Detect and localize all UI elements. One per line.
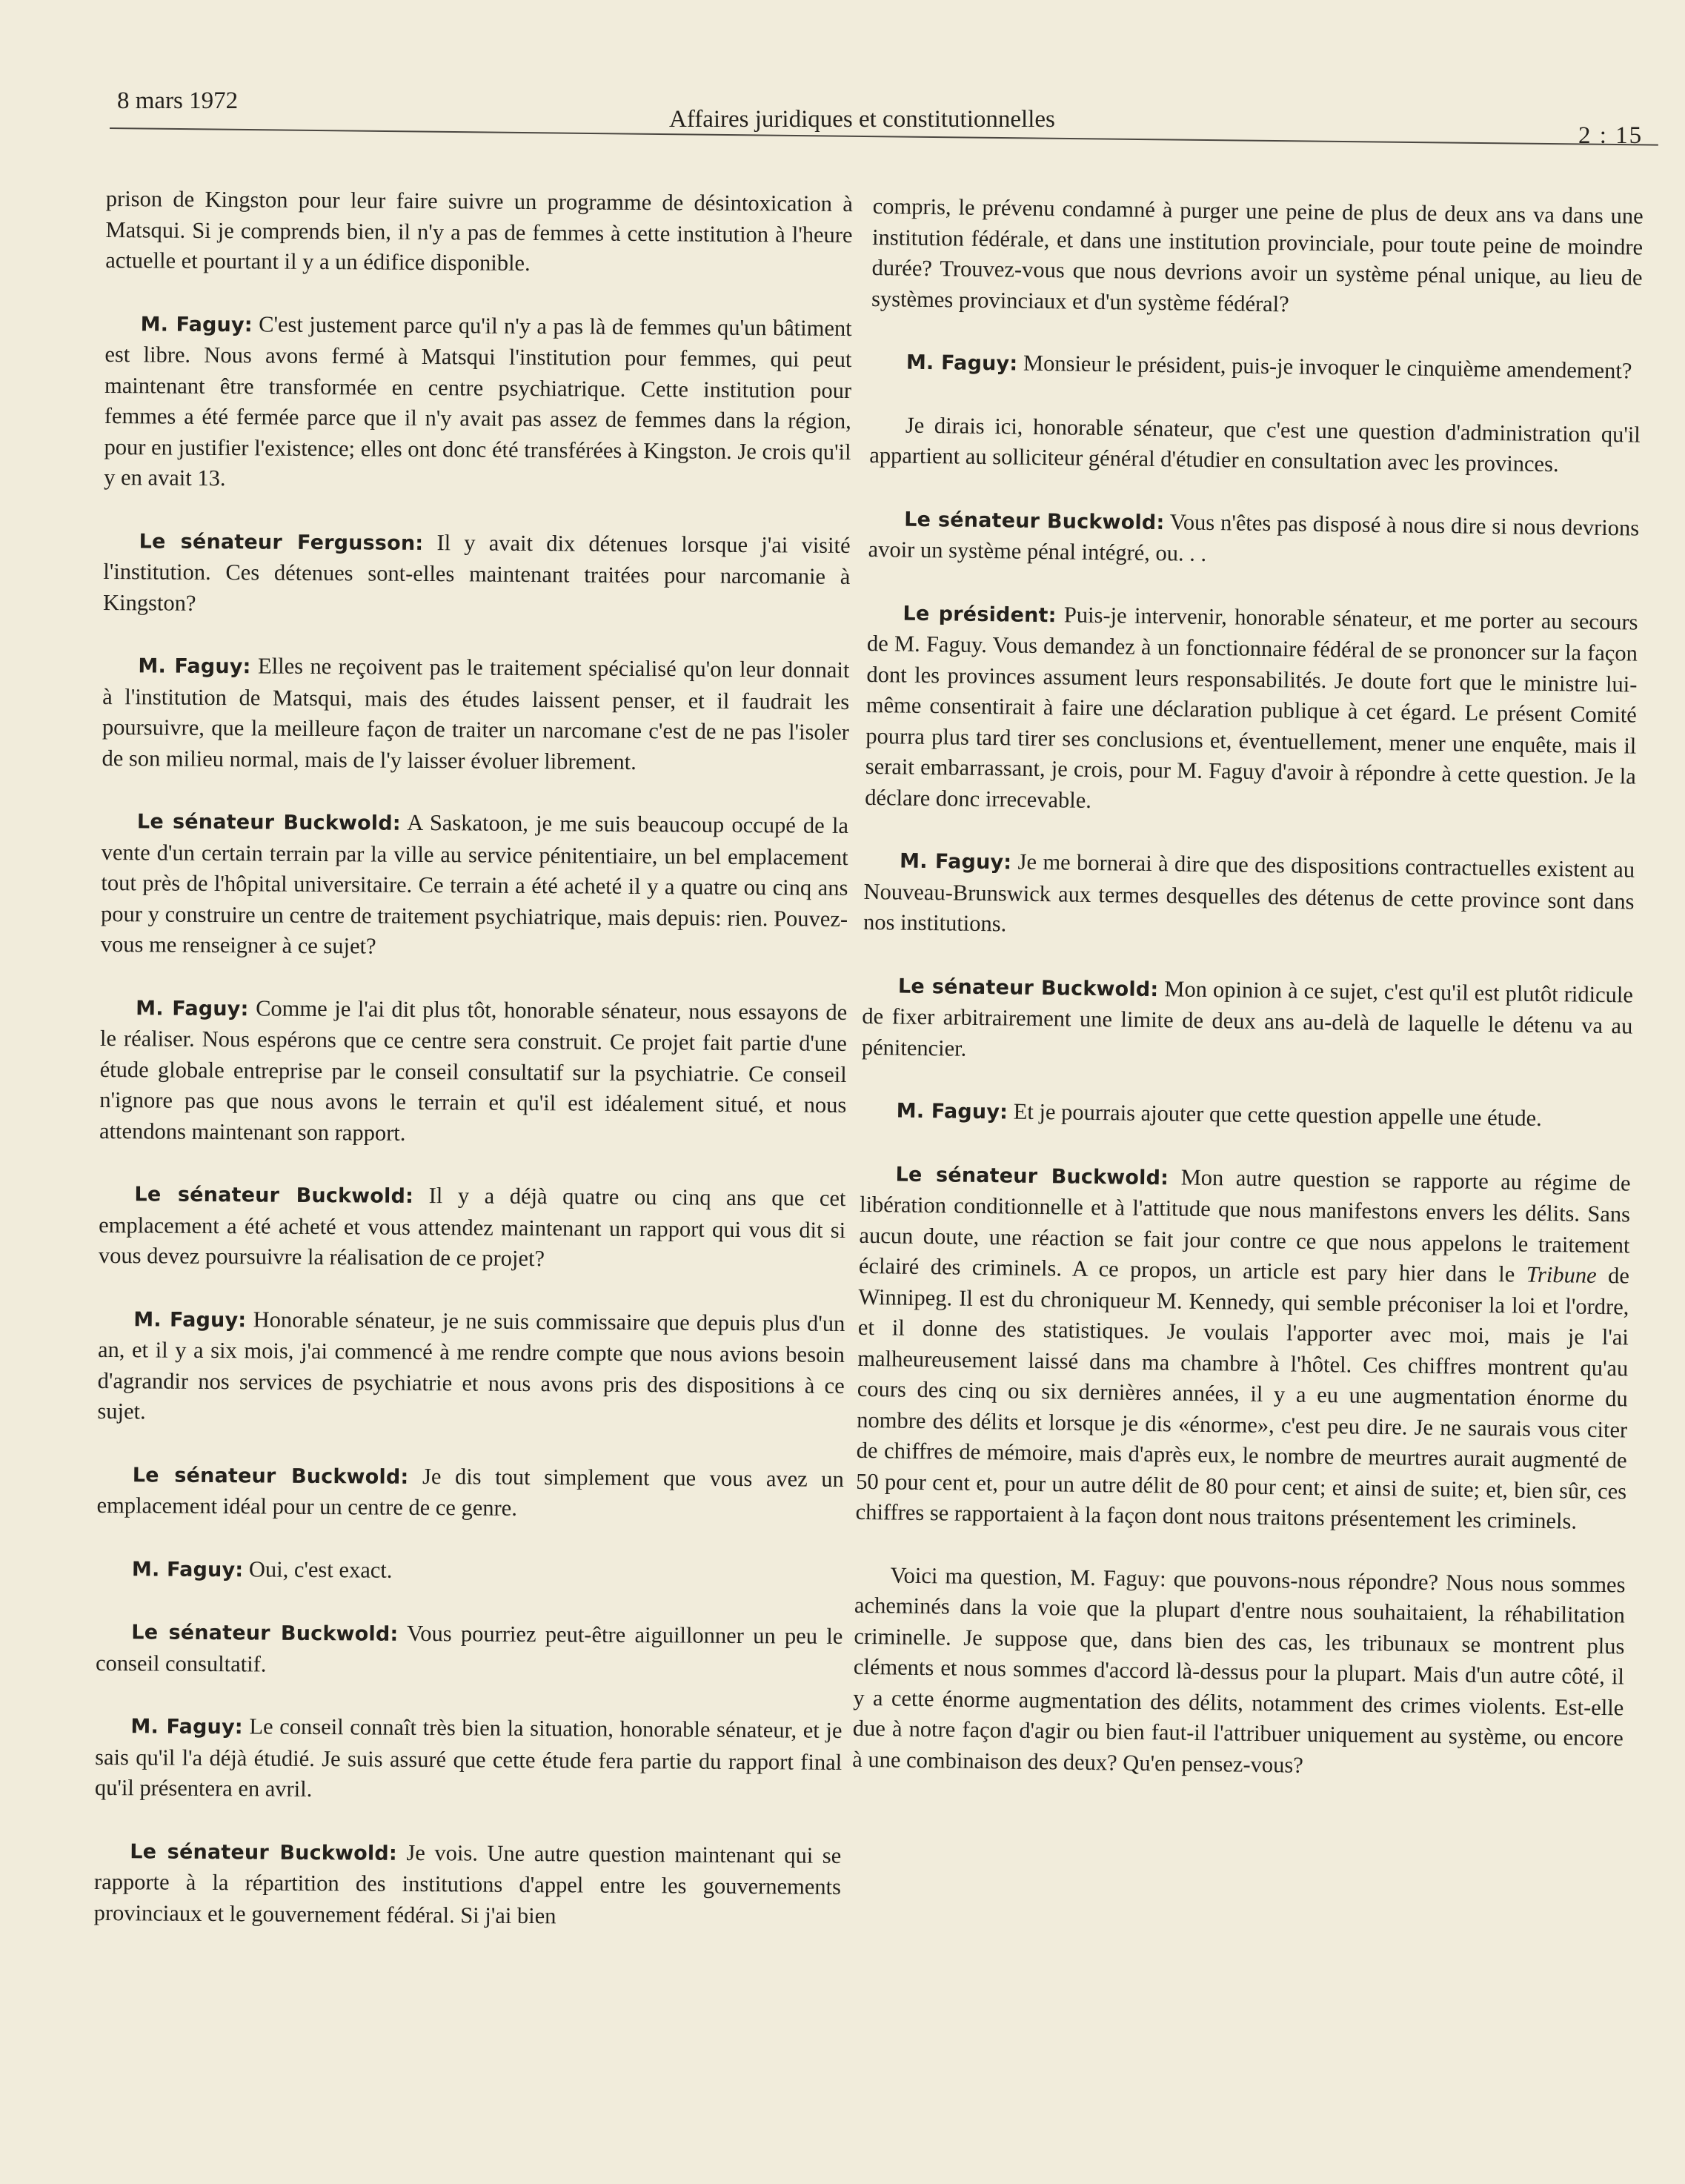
right-column [851, 191, 1643, 1816]
paragraph-text: Le conseil connaît très bien la situation, honorable sénateur, et je sais qu'il l'a déjà étudié. Je suis assuré que cette étude fera partie du rapport final qu'il présentera en avril. [94, 1713, 842, 1802]
paragraph [94, 1835, 842, 1934]
speaker-name: M. Faguy: [136, 996, 249, 1020]
paragraph [97, 1303, 845, 1432]
paragraph-text: Je dirais ici, honorable sénateur, que c'est une question d'administration qu'il appartient au solliciteur général d'étudier en consultation avec les provinces. [869, 412, 1641, 477]
paragraph [96, 1616, 843, 1684]
paragraph-text: Puis-je intervenir, honorable sénateur, et me porter au secours de M. Faguy. Vous demandez à un fonctionnaire fédéral de se prononcer sur la façon dont les provinces assument leurs responsabilités. Je doute fort que le ministre lui-même consentirait à faire une déclaration publique à cet égard. Le présent Comité pourra plus tard tirer ses conclusions et, éventuellement, mener une enquête, mais il serait embarrassant, je crois, pour M. Faguy d'avoir à répondre à cette question. Je la déclare donc irrecevable. [865, 601, 1638, 813]
paragraph-text: Vous n'êtes pas disposé à nous dire si nous devrions avoir un système pénal intégré, ou. . . [868, 508, 1640, 566]
speaker-name: Le sénateur Buckwold: [897, 975, 1159, 1001]
paragraph-text: compris, le prévenu condamné à purger une peine de plus de deux ans va dans une institution fédérale, et dans une institution provinciale, pour toute peine de moindre durée? Trouvez-vous que nous devrions avoir un système pénal unique, au lieu de systèmes provinciaux et d'un système fédéral? [871, 193, 1644, 316]
page-header [0, 0, 1685, 148]
paragraph [96, 1458, 844, 1526]
speaker-name: M. Faguy: [133, 1307, 247, 1332]
speaker-name: Le sénateur Buckwold: [134, 1183, 414, 1208]
paragraph [863, 845, 1635, 948]
paragraph [855, 1158, 1630, 1538]
paragraph [868, 502, 1639, 575]
paragraph-text: Oui, c'est exact. [248, 1556, 393, 1583]
paragraph [871, 191, 1644, 325]
paragraph-text: Honorable sénateur, je ne suis commissaire que depuis plus d'un an, et il y a six mois, j'ai commencé à me rendre compte que nous avions besoin d'agrandir nos services de psychiatrie et nous avons pris des dispositions à ce sujet. [97, 1306, 845, 1424]
header-date: 8 mars 1972 [117, 87, 239, 114]
paragraph-text: Il y a déjà quatre ou cinq ans que cet emplacement a été acheté et vous attendez maintenant un rapport qui vous dit si vous devez poursuivre la réalisation de ce projet? [98, 1183, 846, 1272]
paragraph-text: Voici ma question, M. Faguy: que pouvons-nous répondre? Nous nous sommes acheminés dans la voie que la plupart d'entre nous souhaitaient, la réhabilitation criminelle. Je suppose que, dans bien des cas, les tribunaux se montrent plus cléments et nous sommes d'accord là-dessus pour la plupart. Mais d'un autre côté, il y a cette énorme augmentation des délits, notamment des crimes violents. Est-elle due à notre façon d'agir ou bien faut-il l'attribuer uniquement au système, ou encore à une combinaison des deux? Qu'en pensez-vous? [852, 1561, 1626, 1778]
speaker-name: M. Faguy: [896, 1099, 1008, 1124]
paragraph [95, 1710, 842, 1809]
paragraph-text: Vous pourriez peut-être aiguillonner un peu le conseil consultatif. [95, 1620, 843, 1677]
paragraph-text: A Saskatoon, je me suis beaucoup occupé de la vente d'un certain terrain par la ville au service pénitentiaire, un bel emplacement tout près de l'hôpital universitaire. Ce terrain a été acheté il y a quatre ou cinq ans pour y construire un centre de traitement psychiatrique, mais depuis: rien. Pouvez-vous me renseigner à ce sujet? [100, 809, 849, 959]
paragraph [871, 346, 1641, 388]
paragraph-text: Je me bornerai à dire que des dispositions contractuelles existent au Nouveau-Brunswick aux termes desquelles des détenus de cette province sont dans nos institutions. [863, 849, 1635, 937]
speaker-name: Le sénateur Buckwold: [904, 508, 1165, 534]
paragraph [104, 308, 852, 498]
paragraph-text: Et je pourrais ajouter que cette question appelle une étude. [1013, 1098, 1543, 1131]
paragraph [99, 1178, 846, 1277]
paragraph-text: Mon autre question se rapporte au régime de libération conditionnelle et à l'attitude que nous manifestons envers les délits. Sans aucun doute, une réaction se fait jour contre ce que nous appelons le traitement éclairé des criminels. A ce propos, un article est pary hier dans le [858, 1164, 1631, 1287]
paragraph-text: de Winnipeg. Il est du chroniqueur M. Kennedy, qui semble préconiser la loi et l'ordre, et il donne des statistiques. Je voulais l'apporter avec moi, mais je l'ai malheureusement laissé dans ma chambre à l'hôtel. Ces chiffres montrent qu'au cours des cinq ou six dernières années, il y a eu une augmentation énorme du nombre des délits et lorsque je dis «énorme», c'est peu dire. Je ne saurais vous citer de chiffres de mémoire, mais d'après eux, le nombre de meurtres aurait augmenté de 50 pour cent et, pour un autre délit de 80 pour cent; et ainsi de suite; et, bien sûr, ces chiffres se rapportaient à la façon dont nous traitons présentement les criminels. [855, 1263, 1630, 1534]
paragraph [865, 597, 1638, 823]
paragraph-text: C'est justement parce qu'il n'y a pas là de femmes qu'un bâtiment est libre. Nous avons fermé à Matsqui l'institution pour femmes, qui peut maintenant être transformée en centre psychiatrique. Cette institution pour femmes a été fermée parce que il n'y avait pas assez de femmes dans la région, pour en justifier l'existence; elles ont donc été transférées à Kingston. Je crois qu'il y en avait 13. [104, 311, 852, 491]
paragraph [96, 1553, 843, 1590]
header-title: Affaires juridiques et constitutionnelles [669, 106, 1055, 133]
paragraph [101, 806, 848, 966]
speaker-name: M. Faguy: [138, 654, 251, 679]
paragraph-text: Il y avait dix détenues lorsque j'ai visité l'institution. Ces détenues sont-elles maintenant traitées pour narcomanie à Kingston? [102, 529, 851, 616]
newspaper-title: Tribune [1526, 1261, 1597, 1288]
speaker-name: M. Faguy: [131, 1557, 244, 1581]
paragraph [852, 1559, 1626, 1785]
speaker-name: Le sénateur Buckwold: [132, 1463, 409, 1489]
left-column [93, 184, 853, 1965]
speaker-name: Le sénateur Fergusson: [139, 529, 424, 555]
speaker-name: Le président: [903, 602, 1057, 627]
speaker-name: M. Faguy: [905, 351, 1018, 376]
paragraph [102, 650, 849, 779]
paragraph [103, 525, 851, 623]
paragraph-text: Je dis tout simplement que vous avez un emplacement idéal pour un centre de ce genre. [96, 1463, 844, 1521]
paragraph-text: Comme je l'ai dit plus tôt, honorable sénateur, nous essayons de le réaliser. Nous espérons que ce centre sera construit. Ce projet fait partie d'une étude globale entreprise par le conseil consultatif sur la psychiatrie. Ce conseil n'ignore pas que nous avons le terrain et qu'il est idéalement situé, et nous attendons maintenant son rapport. [99, 995, 848, 1146]
speaker-name: M. Faguy: [130, 1715, 243, 1739]
paragraph-text: Mon opinion à ce sujet, c'est qu'il est plutôt ridicule de fixer arbitrairement une limite de deux ans au-delà de laquelle le détenu va au pénitencier. [861, 975, 1634, 1061]
speaker-name: Le sénateur Buckwold: [131, 1621, 399, 1646]
paragraph-text: Monsieur le président, puis-je invoquer le cinquième amendement? [1023, 350, 1632, 384]
speaker-name: Le sénateur Buckwold: [130, 1839, 397, 1865]
paragraph [99, 992, 847, 1152]
paragraph [869, 409, 1641, 481]
paragraph [860, 1095, 1631, 1136]
paragraph-text: prison de Kingston pour leur faire suivre un programme de désintoxication à Matsqui. Si je comprends bien, il n'y a pas de femmes à cette institution à l'heure actuelle et pourtant il y a un édifice disponible. [105, 185, 853, 276]
speaker-name: M. Faguy: [899, 849, 1012, 874]
paragraph [862, 969, 1634, 1072]
paragraph-text: Je vois. Une autre question maintenant qui se rapporte à la répartition des institutions d'appel entre les gouvernements provinciaux et le gouvernement fédéral. Si j'ai bien [93, 1839, 842, 1928]
paragraph-text: Elles ne reçoivent pas le traitement spécialisé qu'on leur donnait à l'institution de Matsqui, mais des études laissent penser, et il faudrait les poursuivre, que la meilleure façon de traiter un narcomane c'est de ne pas l'isoler de son milieu normal, mais de l'y laisser évoluer librement. [102, 653, 850, 774]
header-page-number: 2 : 15 [1578, 122, 1644, 149]
speaker-name: Le sénateur Buckwold: [136, 810, 401, 835]
paragraph [105, 184, 853, 282]
speaker-name: Le sénateur Buckwold: [895, 1163, 1169, 1189]
speaker-name: M. Faguy: [140, 312, 253, 336]
